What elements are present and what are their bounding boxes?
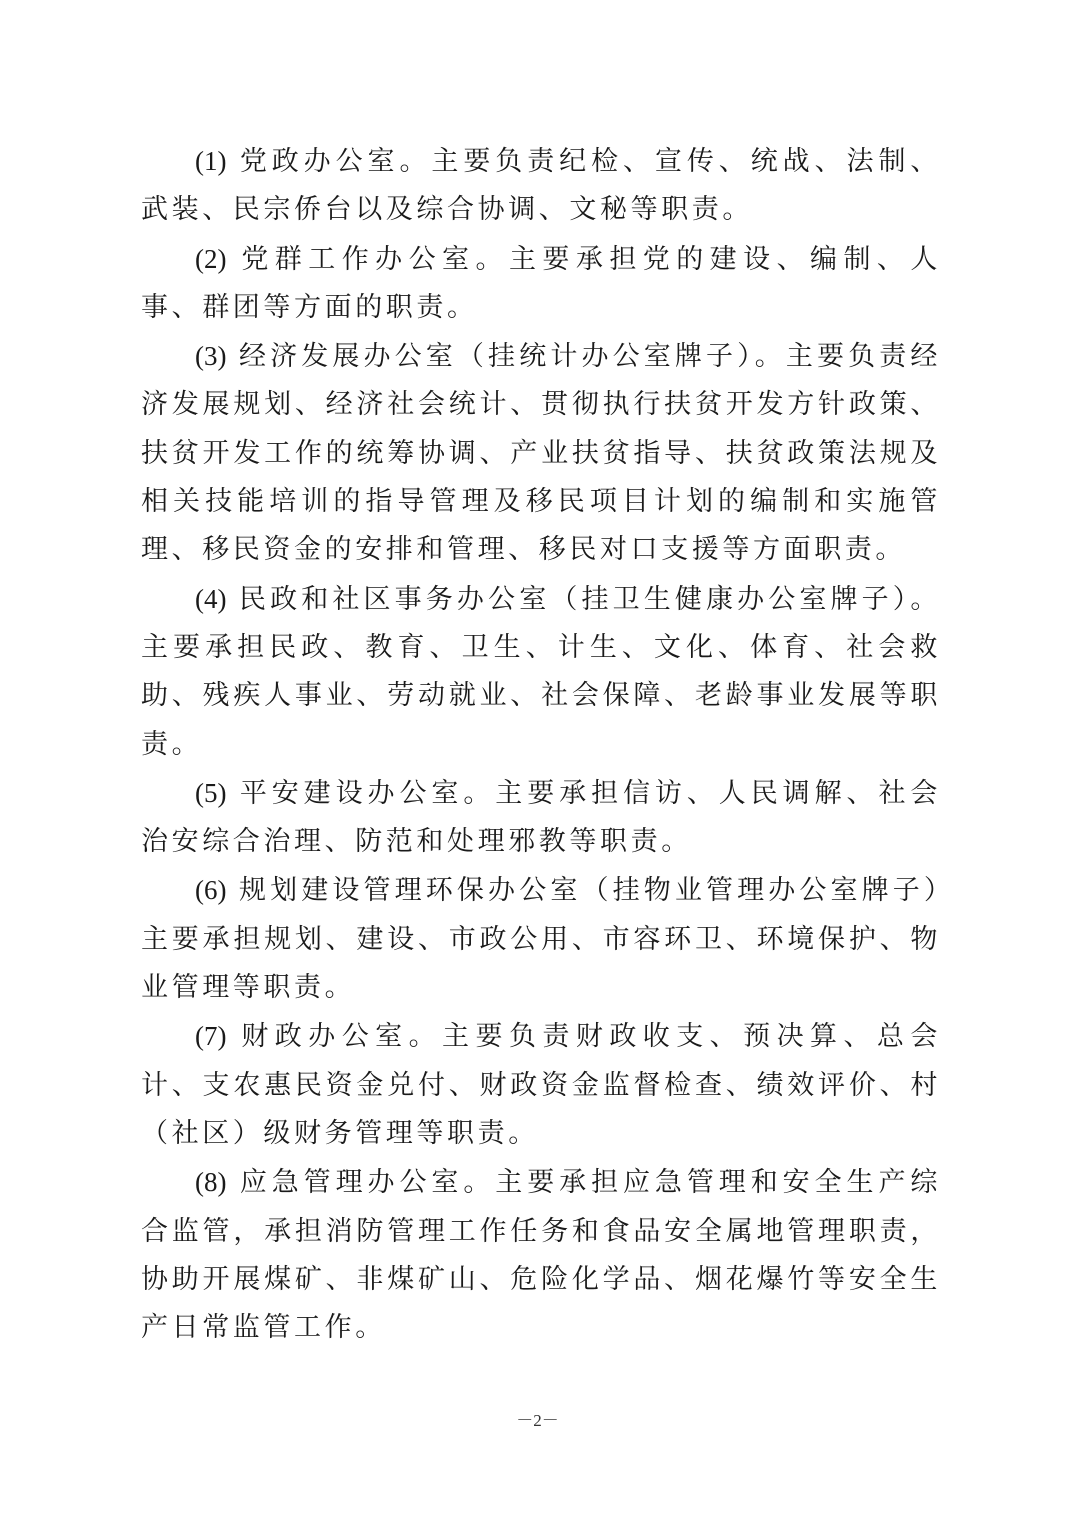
paragraph-text: 经济发展办公室（挂统计办公室牌子）。主要负责经济发展规划、经济社会统计、贯彻执行扶贫开发方针政策、扶贫开发工作的统筹协调、产业扶贫指导、扶贫政策法规及相关技能培训的指导管理及移民项目计划的编制和实施管理、移民资金的安排和管理、移民对口支援等方面职责。	[141, 341, 941, 566]
paragraph-number: (7)	[195, 1021, 227, 1052]
paragraph-4	[141, 575, 941, 769]
paragraph-8	[141, 1158, 941, 1352]
paragraph-number: (2)	[195, 243, 227, 274]
paragraph-text: 民政和社区事务办公室（挂卫生健康办公室牌子）。主要承担民政、教育、卫生、计生、文化、体育、社会救助、残疾人事业、劳动就业、社会保障、老龄事业发展等职责。	[141, 583, 941, 760]
paragraph-text: 规划建设管理环保办公室（挂物业管理办公室牌子）主要承担规划、建设、市政公用、市容环卫、环境保护、物业管理等职责。	[141, 875, 941, 1004]
paragraph-text: 财政办公室。主要负责财政收支、预决算、总会计、支农惠民资金兑付、财政资金监督检查、绩效评价、村（社区）级财务管理等职责。	[141, 1021, 941, 1149]
paragraph-text: 应急管理办公室。主要承担应急管理和安全生产综合监管，承担消防管理工作任务和食品安全属地管理职责，协助开展煤矿、非煤矿山、危险化学品、烟花爆竹等安全生产日常监管工作。	[141, 1167, 941, 1344]
paragraph-text: 党群工作办公室。主要承担党的建设、编制、人事、群团等方面的职责。	[141, 243, 941, 323]
paragraph-number: (1)	[195, 146, 227, 176]
paragraph-6	[141, 866, 941, 1012]
paragraph-number: (8)	[195, 1167, 227, 1198]
paragraph-3	[141, 332, 941, 574]
paragraph-number: (3)	[195, 341, 227, 372]
paragraph-7	[141, 1012, 941, 1158]
document-body	[141, 137, 941, 1352]
paragraph-1	[141, 137, 941, 235]
paragraph-number: (6)	[195, 875, 227, 906]
paragraph-5	[141, 769, 941, 867]
page-number: －2－	[516, 1411, 559, 1430]
paragraph-2	[141, 235, 941, 333]
paragraph-text: 平安建设办公室。主要承担信访、人民调解、社会治安综合治理、防范和处理邪教等职责。	[141, 777, 941, 858]
paragraph-number: (4)	[195, 583, 227, 614]
paragraph-number: (5)	[195, 777, 227, 808]
paragraph-text: 党政办公室。主要负责纪检、宣传、统战、法制、武装、民宗侨台以及综合协调、文秘等职责。	[141, 146, 941, 226]
